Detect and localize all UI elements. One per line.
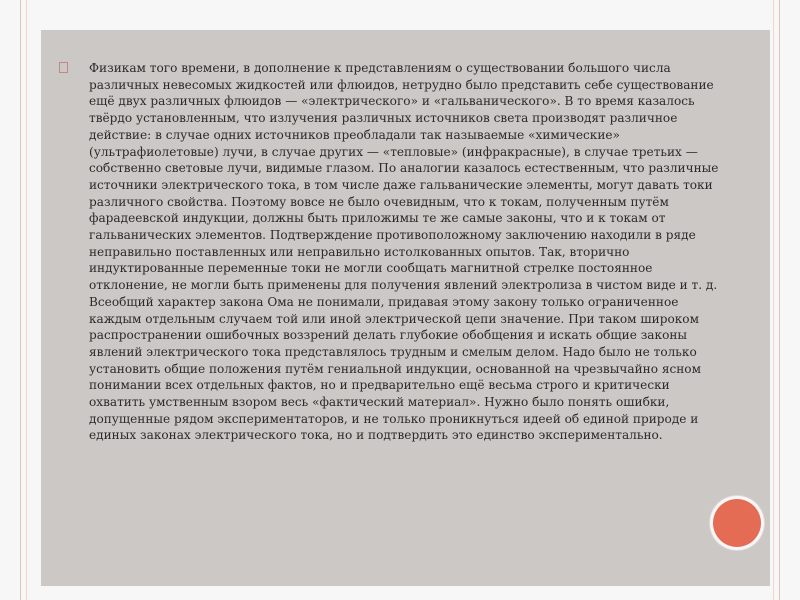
right-border-line-inner — [773, 0, 774, 600]
decorative-circle — [713, 499, 761, 547]
bullet-paragraph: Физикам того времени, в дополнение к представлениям о существовании большого числа различных невесомых жидкостей или флюидов, нетрудно было представить себе существование ещё двух различных флюидов — «электрического» и «гальванического». В то время казалось твёрдо установленным, что излучения различных источников света производят различное действие: в случае одних источников преобладали так называемые «химические» (ультрафиолетовые) лучи, в случае других — «тепловые» (инфракрасные), в случае третьих — собственно световые лучи, видимые глазом. По аналогии казалось естественным, что различные источники электрического тока, в том числе даже гальванические элементы, могут давать токи различного свойства. Поэтому вовсе не было очевидным, что к токам, полученным путём фарадеевской индукции, должны быть приложимы те же самые законы, что и к токам от гальванических элементов. Подтверждение противоположному заключению находили в ряде неправильно поставленных или неправильно истолкованных опытов. Так, вторично индуктированные переменные токи не могли сообщать магнитной стрелке постоянное отклонение, не могли быть применены для получения явлений электролиза в чистом виде и т. д. Всеобщий характер закона Ома не понимали, придавая этому закону только ограниченное каждым отдельным случаем той или иной электрической цепи значение. При таком широком распространении ошибочных воззрений делать глубокие обобщения и искать общие законы явлений электрического тока представлялось трудным и смелым делом. Надо было не только установить общие положения путём гениальной индукции, основанной на чрезвычайно ясном понимании всех отдельных фактов, но и предварительно ещё весьма строго и критически охватить умственным взором весь «фактический материал». Нужно было понять ошибки, допущенные рядом экспериментаторов, и не только проникнуться идеей об единой природе и единых законах электрического тока, но и подтвердить это единство экспериментально. — [89, 61, 719, 443]
right-border-line — [779, 0, 780, 600]
square-bullet-icon — [59, 62, 68, 73]
bullet-item — [59, 60, 719, 444]
content-panel — [41, 30, 770, 586]
left-border-line-inner — [26, 0, 27, 600]
left-border-line — [20, 0, 21, 600]
